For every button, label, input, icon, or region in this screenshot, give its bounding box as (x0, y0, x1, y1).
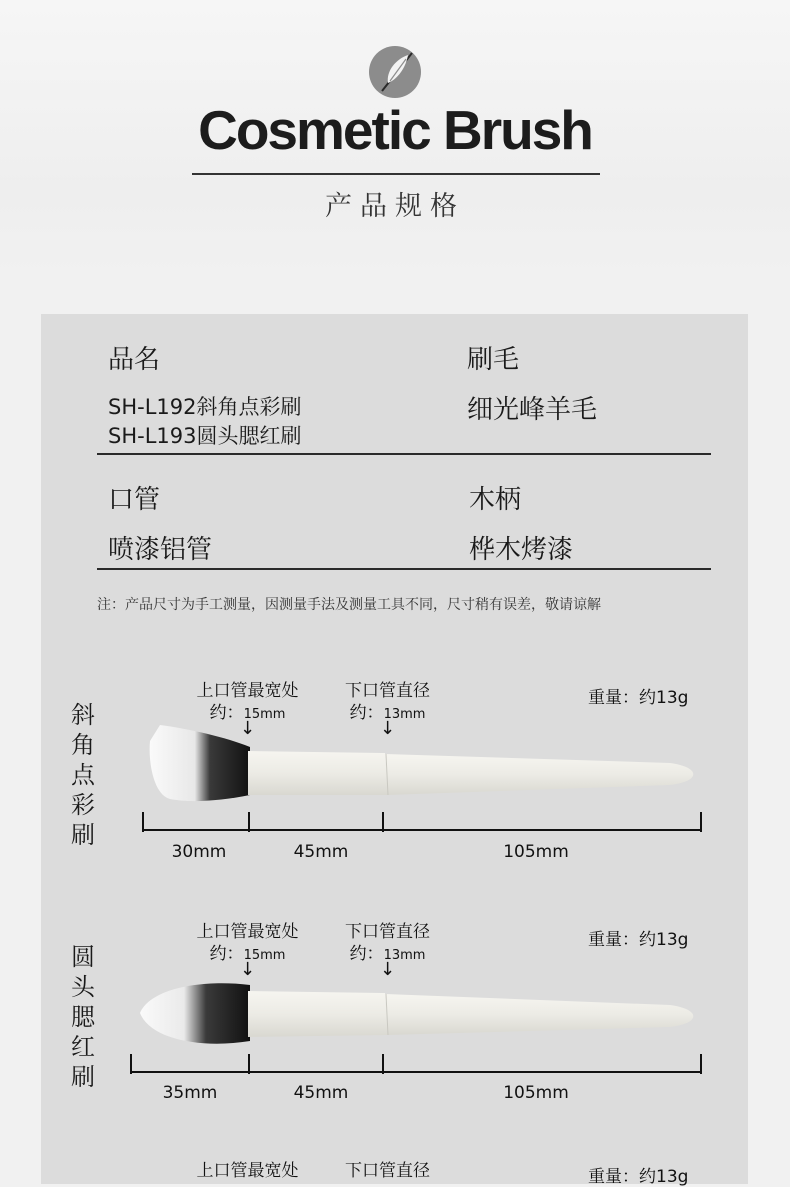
brush-name-vertical: 斜 角 点 彩 刷 (71, 701, 95, 849)
dimension-handle: 105mm (503, 1083, 569, 1103)
arrow-down-icon: ↓ (380, 718, 396, 739)
table-divider (97, 453, 711, 455)
name-label: 品名 (108, 345, 161, 375)
brush-name-vertical: 圆 头 腮 红 刷 (71, 943, 95, 1091)
lower-ferrule-annotation: 下口管直径 约：13mm (345, 681, 430, 723)
bristle-value: 细光峰羊毛 (467, 395, 598, 425)
dimension-bristle: 35mm (162, 1083, 218, 1103)
upper-ferrule-annotation: 上口管最宽处 约：15mm (196, 681, 299, 723)
dimension-tick (248, 812, 250, 832)
dimension-handle: 105mm (503, 842, 569, 862)
ferrule-value: 喷漆铝管 (108, 535, 213, 565)
dimension-line (130, 1071, 702, 1073)
dimension-tick (700, 1054, 702, 1074)
dimension-tick (382, 812, 384, 832)
angled-brush-illustration (130, 723, 710, 823)
upper-ferrule-annotation: 上口管最宽处 (196, 1161, 299, 1181)
dimension-tick (248, 1054, 250, 1074)
ferrule-label: 口管 (108, 485, 161, 515)
lower-ferrule-annotation: 下口管直径 约：13mm (345, 922, 430, 964)
feather-icon (368, 45, 422, 99)
dimension-tick (382, 1054, 384, 1074)
handle-label: 木柄 (469, 485, 522, 515)
dimension-tick (700, 812, 702, 832)
dimension-tick (142, 812, 144, 832)
arrow-down-icon: ↓ (380, 959, 396, 980)
dimension-tick (130, 1054, 132, 1074)
dimension-bristle: 30mm (171, 842, 227, 862)
title-divider (192, 173, 600, 175)
name-value-1: SH-L192斜角点彩刷 (108, 395, 302, 419)
page-subtitle: 产品规格 (325, 191, 465, 222)
weight-label: 重量：约13g (588, 930, 689, 950)
measurement-note: 注：产品尺寸为手工测量，因测量手法及测量工具不同，尺寸稍有误差，敬请谅解 (97, 597, 601, 613)
arrow-down-icon: ↓ (240, 959, 256, 980)
lower-ferrule-annotation: 下口管直径 (345, 1161, 430, 1181)
name-value-2: SH-L193圆头腮红刷 (108, 424, 302, 448)
dimension-line (142, 829, 702, 831)
arrow-down-icon: ↓ (240, 718, 256, 739)
weight-label: 重量：约13g (588, 688, 689, 708)
page-title: Cosmetic Brush (198, 99, 592, 161)
upper-ferrule-annotation: 上口管最宽处 约：15mm (196, 922, 299, 964)
dimension-ferrule: 45mm (293, 1083, 349, 1103)
handle-value: 桦木烤漆 (469, 535, 574, 565)
bristle-label: 刷毛 (467, 345, 520, 375)
dimension-ferrule: 45mm (293, 842, 349, 862)
table-divider (97, 568, 711, 570)
round-brush-illustration (130, 965, 710, 1065)
weight-label: 重量：约13g (588, 1167, 689, 1187)
